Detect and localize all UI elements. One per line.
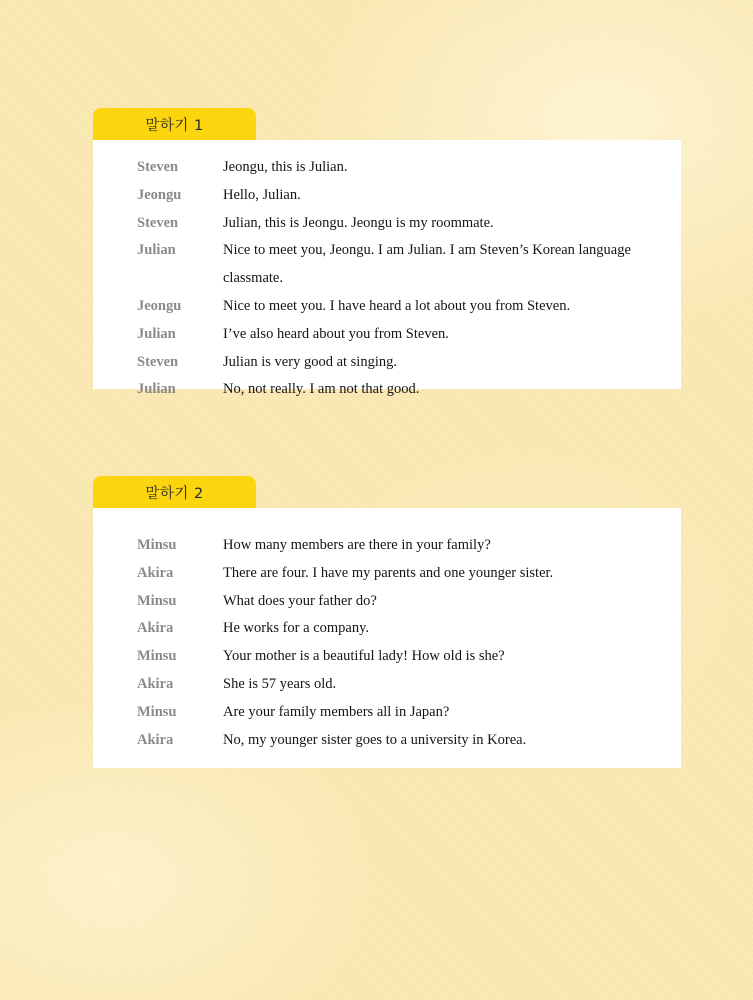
- dialogue-section-1: [93, 108, 681, 398]
- dialogue-line: [93, 560, 681, 588]
- dialogue-line: [93, 237, 681, 293]
- dialogue-line: [93, 154, 681, 182]
- dialogue-text: Nice to meet you. I have heard a lot about you from Steven.: [223, 297, 571, 314]
- speaker-name: Akira: [137, 731, 174, 748]
- dialogue-text: How many members are there in your family?: [223, 537, 491, 553]
- dialogue-text: Are your family members all in Japan?: [223, 703, 450, 720]
- speaker-name: Steven: [137, 159, 179, 175]
- dialogue-text: Julian, this is Jeongu. Jeongu is my roommate.: [223, 214, 494, 231]
- speaker-name: Minsu: [137, 592, 177, 609]
- speaker-name: Akira: [137, 620, 174, 637]
- dialogue-line: [93, 727, 681, 755]
- dialogue-line: [93, 643, 681, 671]
- speaker-name: Akira: [137, 675, 174, 692]
- section-title-tab: 말하기 2: [93, 476, 256, 508]
- speaker-name: Jeongu: [137, 297, 182, 314]
- dialogue-line: [93, 349, 681, 377]
- speaker-name: Minsu: [137, 537, 177, 553]
- dialogue-text: There are four. I have my parents and one younger sister.: [223, 564, 554, 581]
- dialogue-text: She is 57 years old.: [223, 675, 337, 692]
- dialogue-text: Nice to meet you, Jeongu. I am Julian. I am Steven’s Korean language classmate.: [223, 242, 631, 287]
- dialogue-text: Jeongu, this is Julian.: [223, 159, 348, 175]
- dialogue-line: [93, 588, 681, 616]
- speaker-name: Akira: [137, 564, 174, 581]
- speaker-name: Steven: [137, 214, 179, 231]
- dialogue-text: I’ve also heard about you from Steven.: [223, 325, 449, 342]
- dialogue-text: What does your father do?: [223, 592, 377, 609]
- speaker-name: Julian: [137, 381, 176, 398]
- dialogue-text: Hello, Julian.: [223, 186, 301, 203]
- dialogue-line: [93, 210, 681, 238]
- dialogue-text: Your mother is a beautiful lady! How old is she?: [223, 648, 505, 665]
- dialogue-line: [93, 293, 681, 321]
- dialogue-line: [93, 321, 681, 349]
- dialogue-line: [93, 532, 681, 560]
- speaker-name: Julian: [137, 325, 176, 342]
- dialogue-card: [93, 508, 681, 768]
- dialogue-section-2: [93, 476, 681, 768]
- dialogue-text: He works for a company.: [223, 620, 370, 637]
- dialogue-text: No, not really. I am not that good.: [223, 381, 420, 398]
- speaker-name: Steven: [137, 353, 179, 370]
- speaker-name: Jeongu: [137, 186, 182, 203]
- speaker-name: Minsu: [137, 703, 177, 720]
- speaker-name: Julian: [137, 242, 176, 259]
- section-title-tab: 말하기 1: [93, 108, 256, 140]
- speaker-name: Minsu: [137, 648, 177, 665]
- dialogue-text: No, my younger sister goes to a university in Korea.: [223, 731, 527, 748]
- dialogue-text: Julian is very good at singing.: [223, 353, 397, 370]
- dialogue-line: [93, 182, 681, 210]
- dialogue-card: [93, 140, 681, 398]
- dialogue-line: [93, 376, 681, 404]
- dialogue-line: [93, 671, 681, 699]
- dialogue-line: [93, 615, 681, 643]
- dialogue-line: [93, 699, 681, 727]
